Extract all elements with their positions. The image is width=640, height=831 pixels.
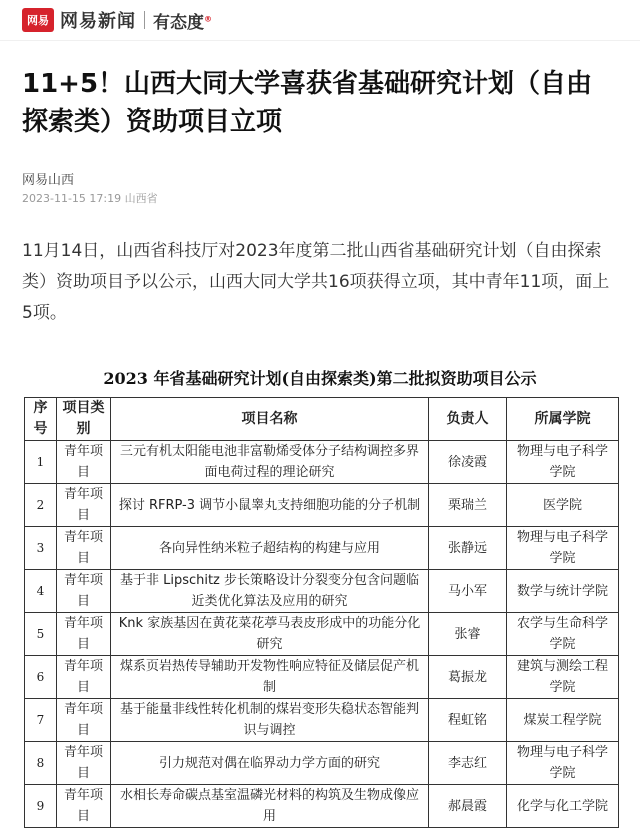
article-title: 11+5！山西大同大学喜获省基础研究计划（自由探索类）资助项目立项	[22, 69, 593, 137]
cell-college: 数学与统计学院	[507, 570, 619, 613]
article-source[interactable]: 网易山西	[22, 173, 75, 188]
netease-logo-icon[interactable]: 网易	[22, 8, 54, 32]
cell-type: 青年项目	[57, 656, 111, 699]
table-title: 2023 年省基础研究计划(自由探索类)第二批拟资助项目公示	[103, 369, 537, 388]
cell-name: 水相长寿命碳点基室温磷光材料的构筑及生物成像应用	[111, 785, 429, 828]
registered-mark: ®	[204, 13, 212, 23]
cell-name: 基于非 Lipschitz 步长策略设计分裂变分包含问题临近类优化算法及应用的研究	[111, 570, 429, 613]
table-row	[25, 785, 619, 828]
cell-no: 5	[25, 613, 57, 656]
brand-divider	[144, 11, 145, 29]
header-leader: 负责人	[429, 398, 507, 441]
cell-no: 1	[25, 441, 57, 484]
cell-leader: 葛振龙	[429, 656, 507, 699]
cell-type: 青年项目	[57, 484, 111, 527]
table-row	[25, 742, 619, 785]
cell-no: 4	[25, 570, 57, 613]
table-header-row	[25, 398, 619, 441]
cell-college: 农学与生命科学学院	[507, 613, 619, 656]
cell-leader: 马小军	[429, 570, 507, 613]
cell-name: 探讨 RFRP-3 调节小鼠睾丸支持细胞功能的分子机制	[111, 484, 429, 527]
cell-no: 7	[25, 699, 57, 742]
header-college: 所属学院	[507, 398, 619, 441]
brand-slogan	[153, 8, 212, 33]
cell-type: 青年项目	[57, 613, 111, 656]
table-row	[25, 570, 619, 613]
cell-name: 基于能量非线性转化机制的煤岩变形失稳状态智能判识与调控	[111, 699, 429, 742]
cell-type: 青年项目	[57, 570, 111, 613]
brand-name[interactable]: 网易新闻	[60, 11, 136, 32]
cell-type: 青年项目	[57, 527, 111, 570]
projects-table	[24, 397, 619, 828]
cell-no: 2	[25, 484, 57, 527]
table-row	[25, 613, 619, 656]
table-row	[25, 656, 619, 699]
table-row	[25, 441, 619, 484]
cell-type: 青年项目	[57, 742, 111, 785]
header-no: 序号	[25, 398, 57, 441]
cell-leader: 李志红	[429, 742, 507, 785]
cell-name: 各向异性纳米粒子超结构的构建与应用	[111, 527, 429, 570]
cell-name: 煤系页岩热传导辅助开发物性响应特征及储层促产机制	[111, 656, 429, 699]
article-lead-paragraph: 11月14日，山西省科技厅对2023年度第二批山西省基础研究计划（自由探索类）资助项目予以公示，山西大同大学共16项获得立项，其中青年11项，面上5项。	[22, 241, 610, 323]
cell-leader: 张睿	[429, 613, 507, 656]
cell-college: 建筑与测绘工程学院	[507, 656, 619, 699]
cell-no: 6	[25, 656, 57, 699]
header-type: 项目类别	[57, 398, 111, 441]
cell-college: 物理与电子科学学院	[507, 441, 619, 484]
cell-name: 引力规范对偶在临界动力学方面的研究	[111, 742, 429, 785]
table-row	[25, 484, 619, 527]
cell-college: 化学与化工学院	[507, 785, 619, 828]
cell-name: 三元有机太阳能电池非富勒烯受体分子结构调控多界面电荷过程的理论研究	[111, 441, 429, 484]
cell-college: 医学院	[507, 484, 619, 527]
cell-college: 物理与电子科学学院	[507, 742, 619, 785]
cell-leader: 程虹铭	[429, 699, 507, 742]
cell-no: 9	[25, 785, 57, 828]
header-name: 项目名称	[111, 398, 429, 441]
article-meta: 2023-11-15 17:19 山西省	[22, 192, 158, 205]
cell-no: 3	[25, 527, 57, 570]
cell-type: 青年项目	[57, 699, 111, 742]
cell-college: 物理与电子科学学院	[507, 527, 619, 570]
cell-type: 青年项目	[57, 785, 111, 828]
table-row	[25, 527, 619, 570]
table-row	[25, 699, 619, 742]
site-header	[0, 0, 640, 41]
cell-leader: 徐凌霞	[429, 441, 507, 484]
cell-type: 青年项目	[57, 441, 111, 484]
brand-slogan-text: 有态度	[153, 12, 204, 33]
cell-name: Knk 家族基因在黄花菜花葶马表皮形成中的功能分化研究	[111, 613, 429, 656]
cell-college: 煤炭工程学院	[507, 699, 619, 742]
cell-leader: 张静远	[429, 527, 507, 570]
cell-leader: 郝晨霞	[429, 785, 507, 828]
cell-no: 8	[25, 742, 57, 785]
cell-leader: 栗瑞兰	[429, 484, 507, 527]
